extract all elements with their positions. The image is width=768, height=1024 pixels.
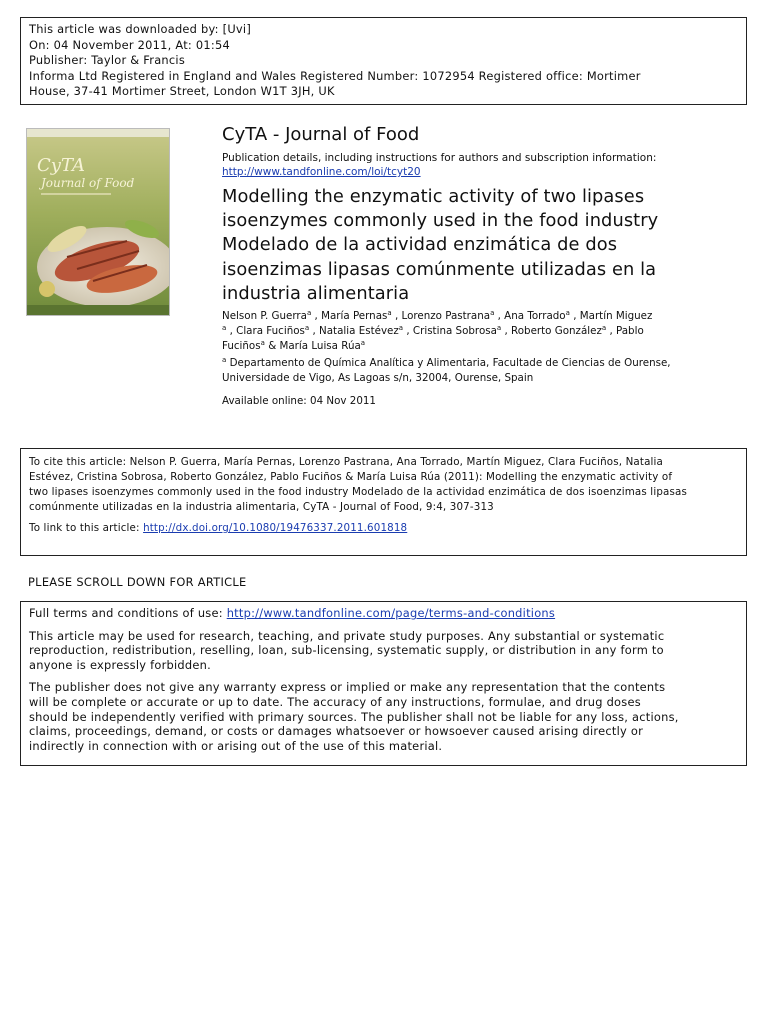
title-line: Modelado de la actividad enzimática de dos — [222, 234, 618, 256]
disclaimer-line: indirectly in connection with or arising out of the use of this material. — [29, 738, 443, 753]
author-name: , Pablo — [609, 325, 644, 338]
article-info — [222, 123, 742, 409]
title-line: Modelling the enzymatic activity of two lipases — [222, 186, 645, 207]
author-name: , Ana Torrado — [497, 310, 566, 323]
scroll-notice: PLEASE SCROLL DOWN FOR ARTICLE — [28, 575, 247, 589]
title-line: industria alimentaria — [222, 282, 410, 304]
disclaimer-line: should be independently verified with primary sources. The publisher shall not be liable for any loss, actions, — [29, 709, 679, 724]
journal-name: CyTA - Journal of Food — [222, 124, 420, 145]
terms-label: Full terms and conditions of use: — [29, 606, 227, 620]
disclaimer-line: will be complete or accurate or up to date. The accuracy of any instructions, formulae, and drug doses — [29, 694, 641, 709]
affiliation-line: Departamento de Química Analítica y Alimentaria, Facultade de Ciencias de Ourense, — [229, 357, 671, 370]
affiliation: $^a$ Departamento de Química Analítica y Alimentaria, Facultade de Ciencias de Ourense, Universidade de Vigo, As Lagoas s/n, 32004, Ourense, Spain — [222, 356, 742, 386]
disclaimer-line: claims, proceedings, demand, or costs or damages whatsoever or howsoever caused arising directly or — [29, 724, 644, 739]
terms-box — [20, 601, 747, 766]
cover-title-2: Journal of Food — [41, 176, 135, 190]
download-date-line: On: 04 November 2011, At: 01:54 — [29, 37, 230, 52]
download-line: This article was downloaded by: [Uvi] — [29, 22, 252, 36]
author-name: Nelson P. Guerra — [222, 310, 307, 323]
publisher-line: Publisher: Taylor & Francis — [29, 53, 185, 67]
usage-paragraph — [29, 629, 738, 673]
citation-line: Estévez, Cristina Sobrosa, Roberto González, Pablo Fuciños & María Luisa Rúa (2011): Modelling the enzymatic activity of — [29, 471, 673, 483]
title-line: isoenzimas lipasas comúnmente utilizadas en la — [222, 258, 657, 280]
publication-details-text: Publication details, including instructions for authors and subscription information: — [222, 152, 657, 164]
author-name: , Roberto González — [504, 325, 602, 338]
terms-link[interactable]: http://www.tandfonline.com/page/terms-and-conditions — [226, 606, 556, 620]
author-name: , María Pernas — [314, 310, 388, 323]
disclaimer-line: The publisher does not give any warranty express or implied or make any representation that the contents — [29, 680, 666, 695]
affiliation-line: Universidade de Vigo, As Lagoas s/n, 32004, Ourense, Spain — [222, 372, 534, 385]
download-info-box — [20, 17, 747, 105]
registration-line: Informa Ltd Registered in England and Wales Registered Number: 1072954 Registered office: Mortimer — [29, 68, 641, 83]
journal-cover-image — [26, 128, 170, 316]
usage-line: anyone is expressly forbidden. — [29, 657, 211, 672]
link-label: To link to this article: — [29, 522, 144, 534]
usage-line: This article may be used for research, teaching, and private study purposes. Any substantial or systematic — [29, 628, 665, 643]
citation-line: two lipases isoenzymes commonly used in the food industry Modelado de la actividad enzimática de dos isoenzimas lipasas — [29, 486, 687, 498]
cover-title-1: CyTA — [37, 155, 85, 176]
disclaimer-paragraph — [29, 680, 738, 753]
author-name: , Natalia Estévez — [312, 325, 399, 338]
article-title — [222, 185, 742, 306]
available-online: Available online: 04 Nov 2011 — [222, 395, 376, 408]
author-name: , Clara Fuciños — [229, 325, 305, 338]
author-name: & María Luisa Rúa — [268, 340, 361, 353]
citation-line: To cite this article: Nelson P. Guerra, María Pernas, Lorenzo Pastrana, Ana Torrado, Martín Miguez, Clara Fuciños, Natalia — [29, 456, 664, 468]
citation-box — [20, 448, 747, 556]
doi-link[interactable]: http://dx.doi.org/10.1080/19476337.2011.601818 — [143, 522, 408, 534]
author-name: Fuciños — [222, 340, 261, 353]
title-line: isoenzymes commonly used in the food industry — [222, 210, 659, 232]
address-line: House, 37-41 Mortimer Street, London W1T 3JH, UK — [29, 84, 335, 98]
author-list: Nelson P. Guerra$^a$ , María Pernas$^a$ , Lorenzo Pastrana$^a$ , Ana Torrado$^a$ , Martín Miguez $^a$ , Clara Fuciños$^a$ , Natalia Estévez$^a$ , Cristina Sobrosa$^a$ , Roberto González$^a$ , Pablo Fuciños$^a$ & María Luisa Rúa$^a$ — [222, 309, 653, 353]
author-name: , Martín Miguez — [573, 310, 653, 323]
journal-url-link[interactable]: http://www.tandfonline.com/loi/tcyt20 — [222, 166, 421, 178]
publication-details — [222, 151, 742, 179]
author-name: , Cristina Sobrosa — [406, 325, 497, 338]
citation-line: comúnmente utilizadas en la industria alimentaria, CyTA - Journal of Food, 9:4, 307-313 — [29, 501, 494, 513]
usage-line: reproduction, redistribution, reselling, loan, sub-licensing, systematic supply, or distribution in any form to — [29, 643, 664, 658]
author-name: , Lorenzo Pastrana — [394, 310, 491, 323]
